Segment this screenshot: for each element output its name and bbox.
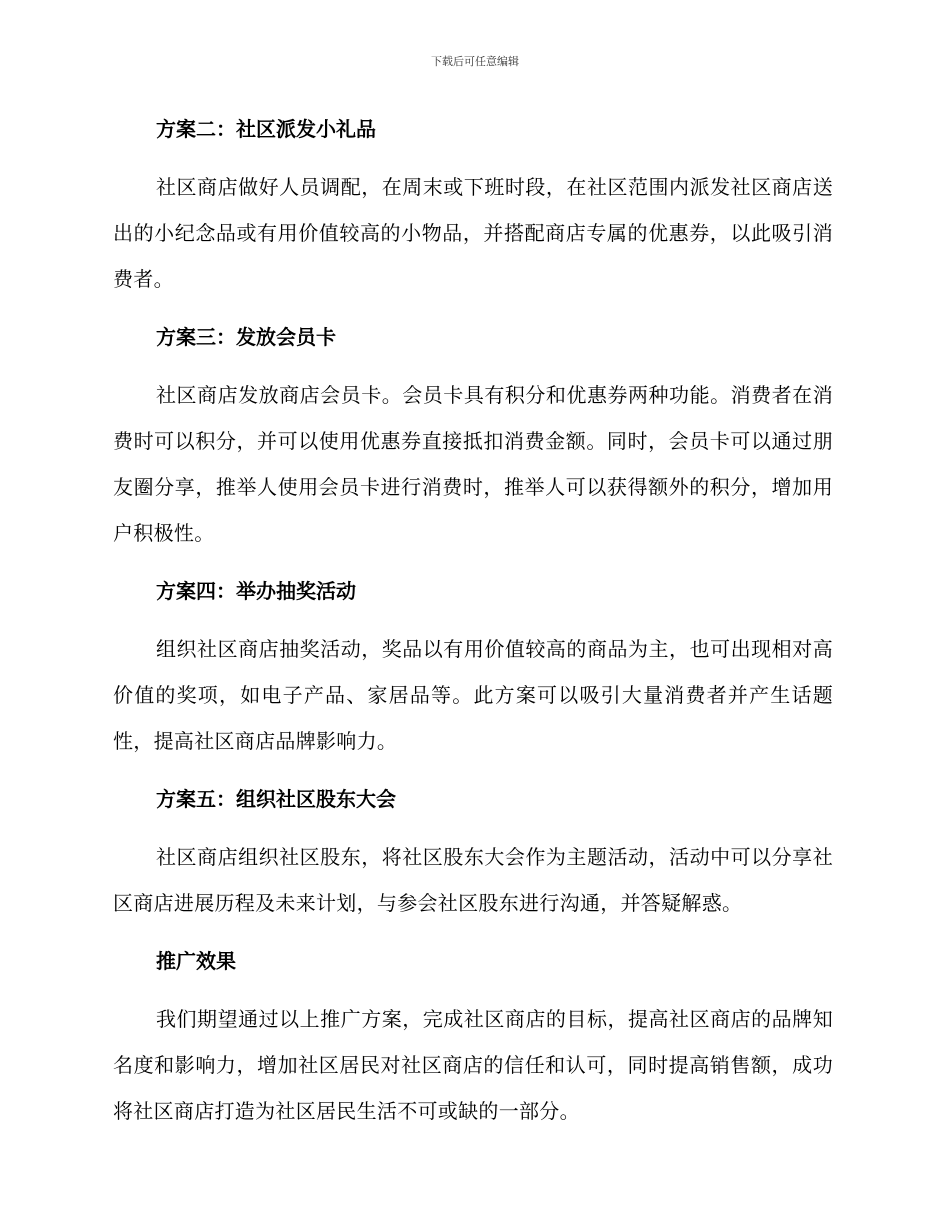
page-header-note: 下载后可任意编辑 <box>431 55 519 68</box>
section-heading: 方案二：社区派发小礼品 <box>156 117 376 141</box>
section-heading: 方案四：举办抽奖活动 <box>156 579 356 603</box>
section-paragraph: 组织社区商店抽奖活动，奖品以有用价值较高的商品为主，也可出现相对高价值的奖项，如电子产品、家居品等。此方案可以吸引大量消费者并产生话题性，提高社区商店品牌影响力。 <box>113 637 833 753</box>
section-plan-four <box>113 568 833 776</box>
section-heading: 方案五：组织社区股东大会 <box>156 787 396 811</box>
section-promotion-effect <box>113 938 833 1134</box>
section-paragraph: 社区商店组织社区股东，将社区股东大会作为主题活动，活动中可以分享社区商店进展历程及未来计划，与参会社区股东进行沟通，并答疑解惑。 <box>113 845 833 915</box>
section-plan-two <box>113 106 833 314</box>
section-plan-five <box>113 776 833 938</box>
section-paragraph: 社区商店发放商店会员卡。会员卡具有积分和优惠券两种功能。消费者在消费时可以积分，并可以使用优惠券直接抵扣消费金额。同时，会员卡可以通过朋友圈分享，推举人使用会员卡进行消费时，推举人可以获得额外的积分，增加用户积极性。 <box>113 383 833 545</box>
section-plan-three <box>113 314 833 568</box>
section-paragraph: 社区商店做好人员调配，在周末或下班时段，在社区范围内派发社区商店送出的小纪念品或有用价值较高的小物品，并搭配商店专属的优惠券，以此吸引消费者。 <box>113 175 833 291</box>
section-paragraph: 我们期望通过以上推广方案，完成社区商店的目标，提高社区商店的品牌知名度和影响力，增加社区居民对社区商店的信任和认可，同时提高销售额，成功将社区商店打造为社区居民生活不可或缺的一部分。 <box>113 1007 833 1123</box>
section-heading: 方案三：发放会员卡 <box>156 325 336 349</box>
document-body <box>113 106 833 1134</box>
section-heading: 推广效果 <box>156 949 236 973</box>
